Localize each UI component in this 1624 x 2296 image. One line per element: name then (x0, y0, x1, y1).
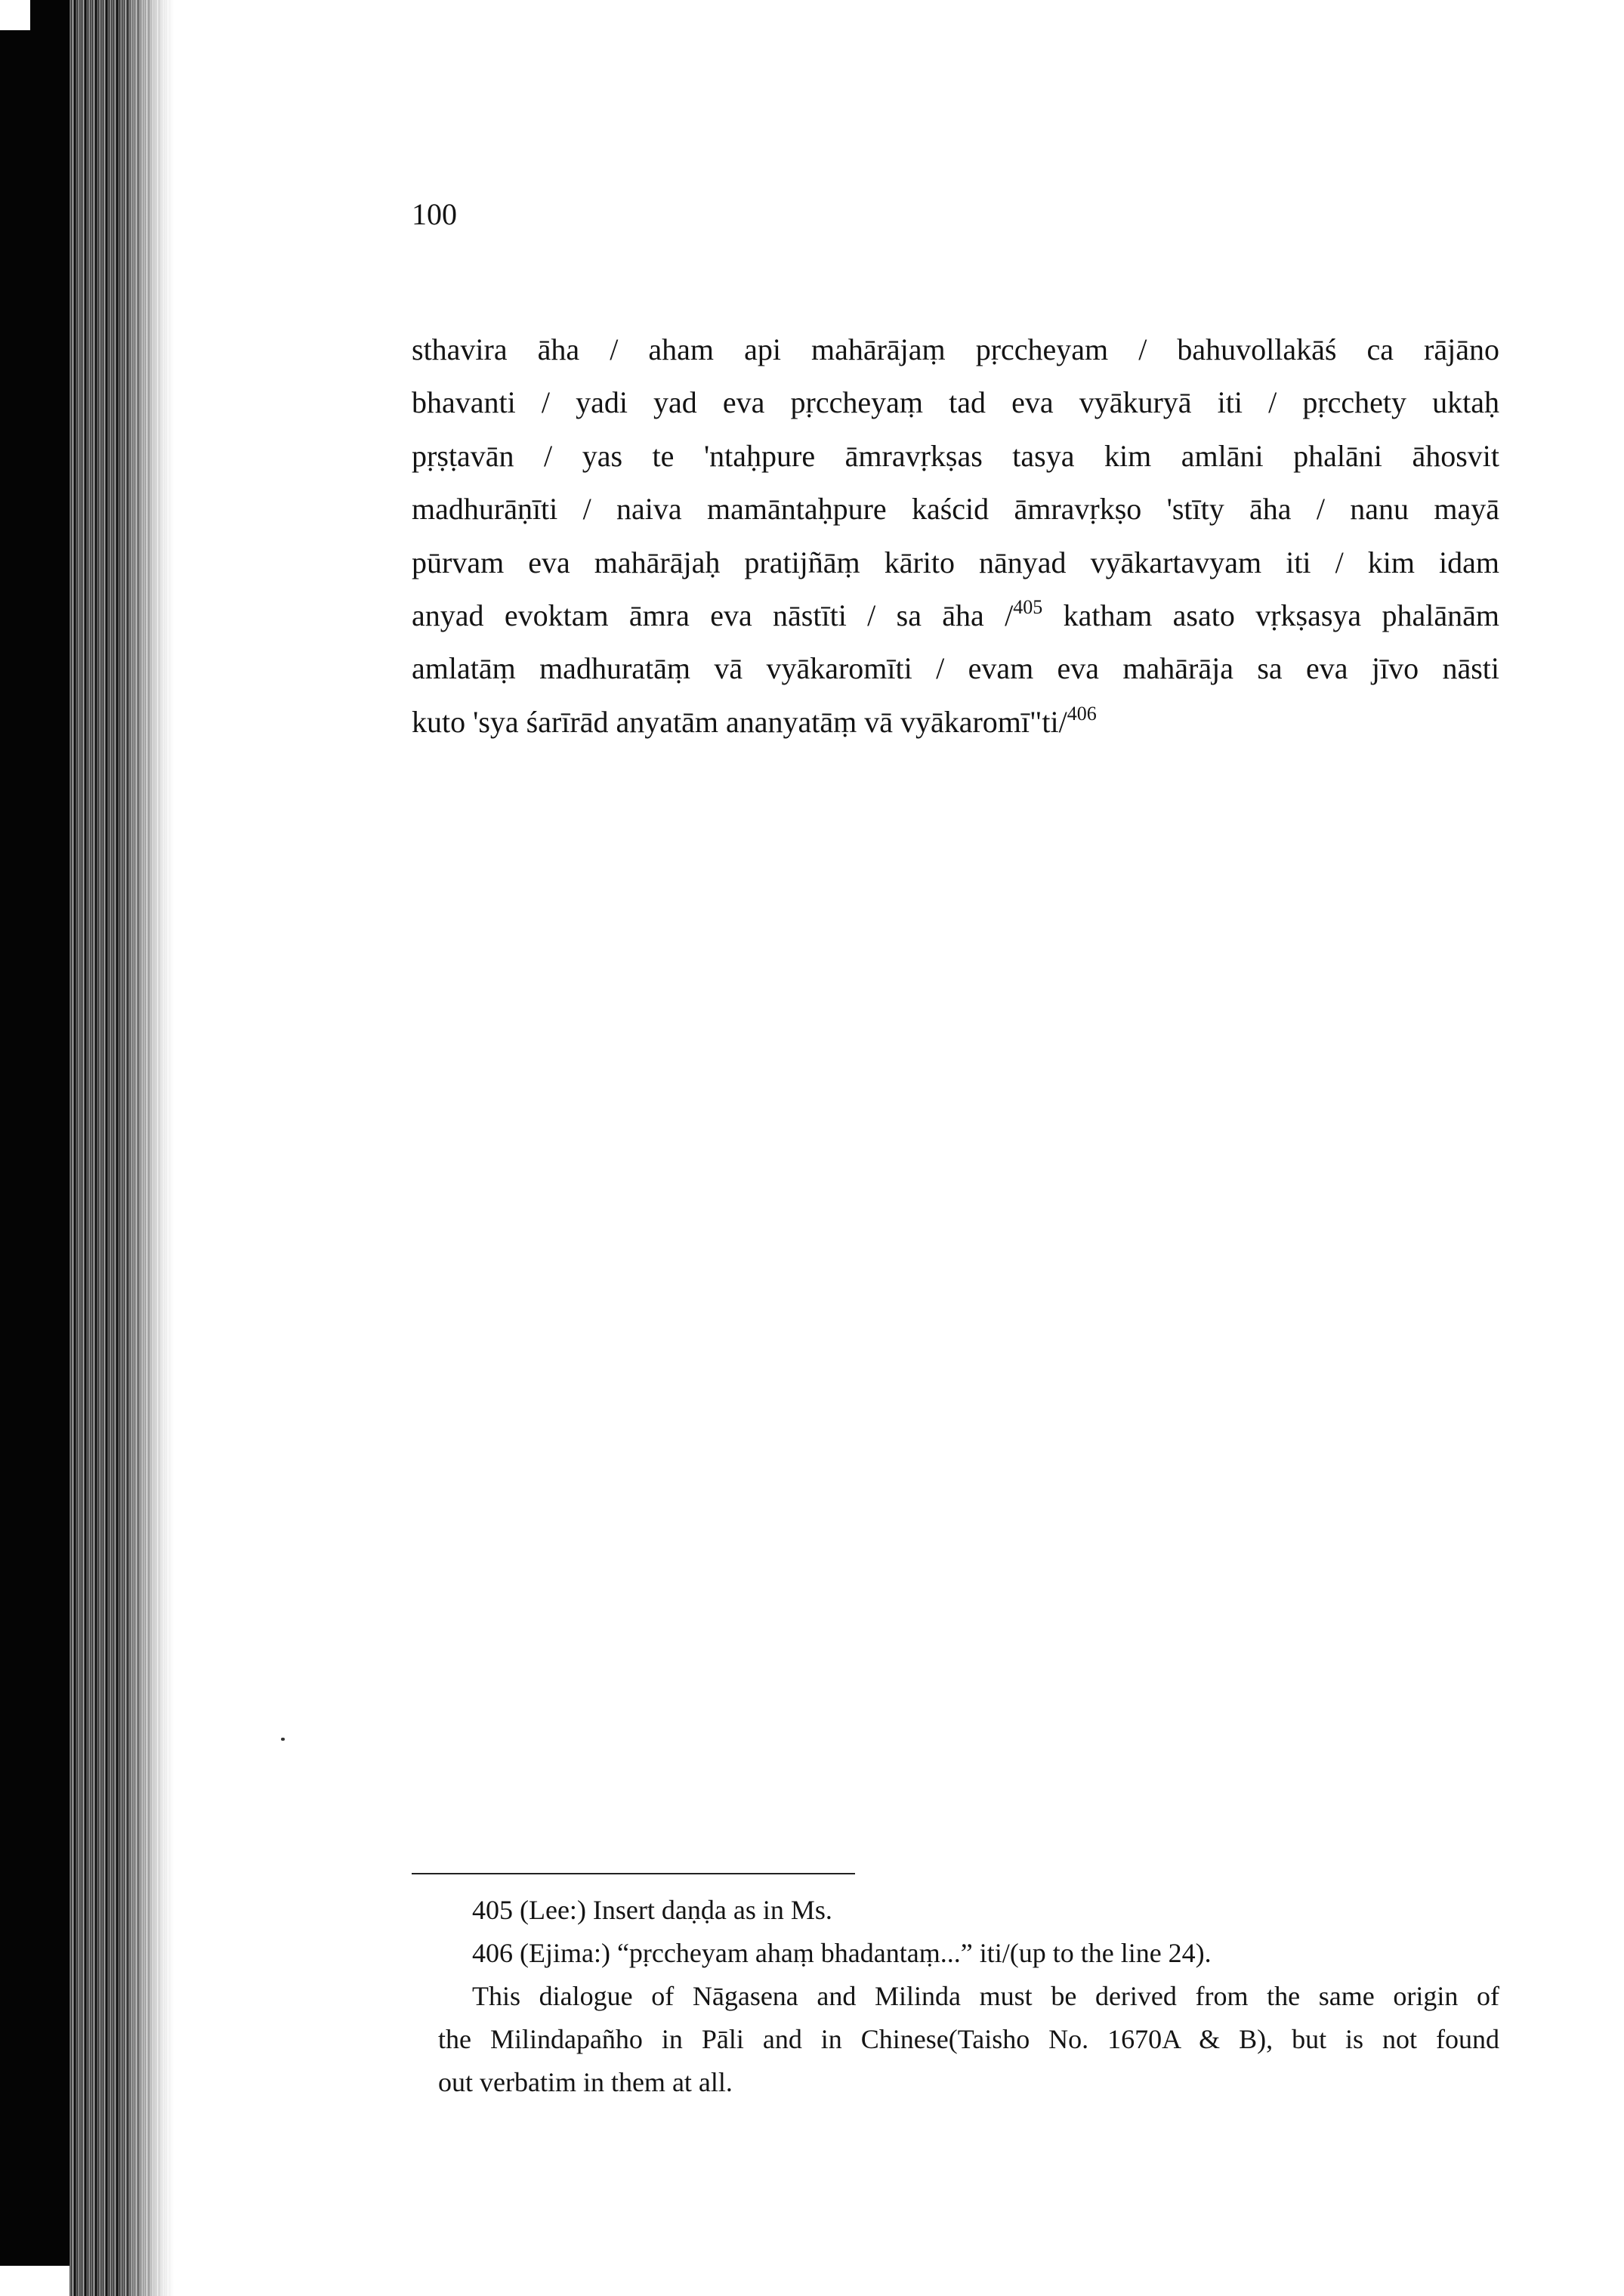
text-segment: anyad evoktam āmra eva nāstīti / sa āha / (412, 598, 1014, 632)
footnote-reference[interactable]: 406 (1067, 702, 1097, 725)
text-line: pṛṣṭavān / yas te 'ntaḥpure āmravṛkṣas tasya kim amlāni phalāni āhosvit (412, 438, 1499, 473)
text-line (412, 589, 1499, 642)
footnote-separator (412, 1873, 855, 1874)
text-line (412, 696, 1499, 749)
scanned-binding-edge (0, 0, 174, 2296)
text-segment: kuto 'sya śarīrād anyatām ananyatāṃ vā vyākaromī"ti/ (412, 704, 1067, 739)
text-line: pūrvam eva mahārājaḥ pratijñāṃ kārito nānyad vyākartavyam iti / kim idam (412, 545, 1499, 579)
text-segment: katham asato vṛkṣasya phalānām (1042, 598, 1499, 632)
main-text-block (412, 323, 1499, 749)
footnotes-block (438, 1889, 1499, 2104)
text-line: amlatāṃ madhuratāṃ vā vyākaromīti / evam eva mahārāja sa eva jīvo nāsti (412, 651, 1499, 686)
text-line: sthavira āha / aham api mahārājaṃ pṛccheyam / bahuvollakāś ca rājāno (412, 332, 1499, 366)
footnote: 405 (Lee:) Insert daṇḍa as in Ms. (472, 1895, 832, 1925)
footnote-remark-line: the Milindapañho in Pāli and in Chinese(Taisho No. 1670A & B), but is not found (438, 2024, 1499, 2054)
binding-fade (121, 0, 174, 2296)
binding-bottom-margin (0, 2266, 69, 2296)
text-line: madhurāṇīti / naiva mamāntaḥpure kaścid āmravṛkṣo 'stīty āha / nanu mayā (412, 492, 1499, 527)
binding-shadow (0, 0, 69, 2296)
page-number: 100 (412, 197, 457, 231)
footnote-remark-line: This dialogue of Nāgasena and Milinda must be derived from the same origin of (472, 1981, 1499, 2011)
footnote: 406 (Ejima:) “pṛccheyam ahaṃ bhadantaṃ...” iti/(up to the line 24). (472, 1938, 1212, 1968)
binding-top-margin (0, 0, 30, 30)
scan-speck (281, 1738, 285, 1741)
text-line: bhavanti / yadi yad eva pṛccheyaṃ tad eva vyākuryā iti / pṛcchety uktaḥ (412, 385, 1499, 420)
footnote-reference[interactable]: 405 (1013, 595, 1043, 618)
footnote-remark-line: out verbatim in them at all. (438, 2067, 733, 2097)
